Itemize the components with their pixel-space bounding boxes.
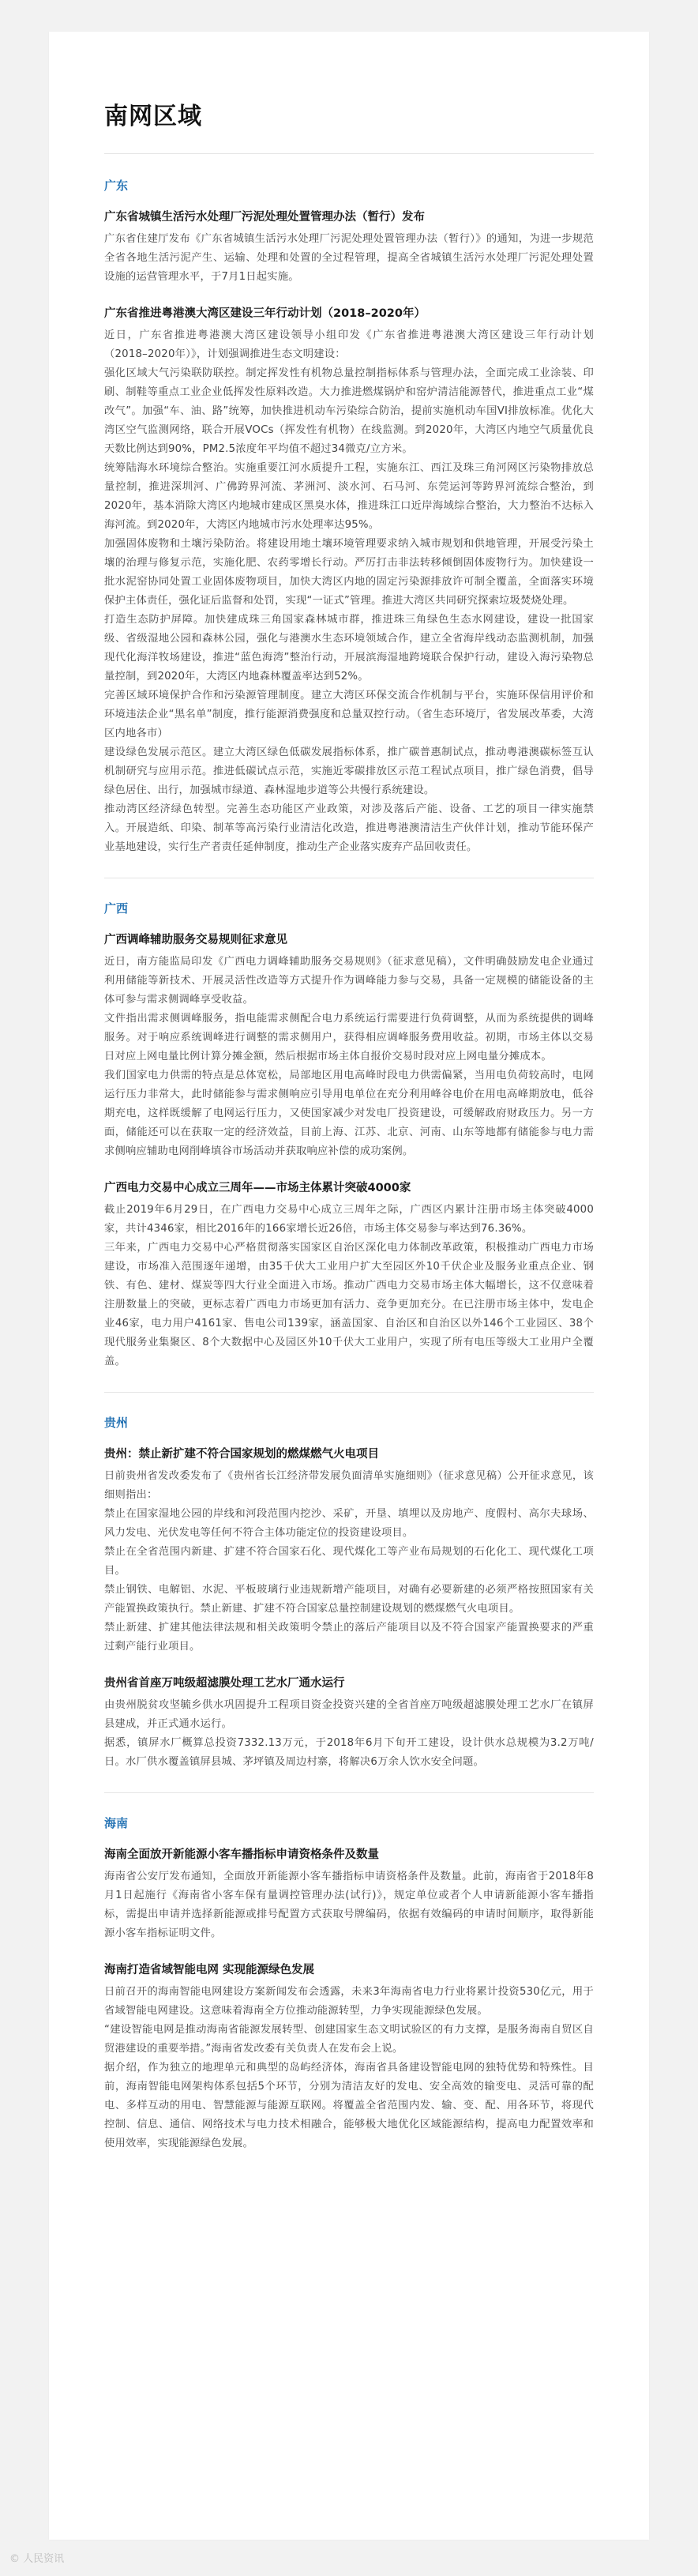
article-paragraph: 加强固体废物和土壤污染防治。将建设用地土壤环境管理要求纳入城市规划和供地管理，开展受污染土壤的治理与修复示范，实施化肥、农药零增长行动。严厉打击非法转移倾倒固体废物行为。加快建设一批水泥窑协同处置工业固体废物项目，加快大湾区内地的固定污染源排放许可制全覆盖，全面落实环境保护主体责任，强化证后监督和处罚，实现“一证式”管理。推进大湾区共同研究探索垃圾焚烧处理。 (104, 538, 594, 607)
region-label: 海南 (104, 1816, 129, 1830)
article-paragraph: 据介绍，作为独立的地理单元和典型的岛屿经济体，海南省具备建设智能电网的独特优势和特殊性。目前，海南智能电网架构体系包括5个环节，分别为清洁友好的发电、安全高效的输变电、灵活可靠的配电、多样互动的用电、智慧能源与能源互联网。将覆盖全省范围内发、输、变、配、用各环节，将现代控制、信息、通信、网络技术与电力技术相融合，能够极大地优化区域能源结构，提高电力配置效率和使用效率，实现能源绿色发展。 (104, 2062, 594, 2149)
article-title: 海南全面放开新能源小客车播指标申请资格条件及数量 (104, 1848, 379, 1861)
article-paragraph: 禁止钢铁、电解铝、水泥、平板玻璃行业违规新增产能项目，对确有必要新建的必须严格按照国家有关产能置换政策执行。禁止新建、扩建不符合国家总量控制建设规划的燃煤燃气火电项目。 (104, 1584, 594, 1615)
article-paragraph: 建设绿色发展示范区。建立大湾区绿色低碳发展指标体系，推广碳普惠制试点，推动粤港澳碳标签互认机制研究与应用示范。推进低碳试点示范，实施近零碳排放区示范工程试点项目，推广绿色消费，倡导绿色居住、出行，加强城市绿道、森林湿地步道等公共慢行系统建设。 (104, 746, 594, 796)
article (104, 1845, 594, 1943)
region-section (104, 176, 594, 857)
article-paragraph: 近日，南方能监局印发《广西电力调峰辅助服务交易规则》（征求意见稿），文件明确鼓励发电企业通过利用储能等新技术、开展灵活性改造等方式提升作为调峰能力参与交易，具备一定规模的储能设备的主体可参与需求侧调峰享受收益。 (104, 956, 594, 1006)
article-title: 广东省城镇生活污水处理厂污泥处理处置管理办法（暂行）发布 (104, 211, 425, 224)
article-paragraph: 强化区域大气污染联防联控。制定挥发性有机物总量控制指标体系与管理办法，全面完成工业涂装、印刷、制鞋等重点工业企业低挥发性原料改造。大力推进燃煤锅炉和窑炉清洁能源替代，推进重点工业“煤改气”。加强“车、油、路”统筹，加快推进机动车污染综合防治，提前实施机动车国VI排放标准。优化大湾区空气监测网络，联合开展VOCs（挥发性有机物）在线监测。到2020年，大湾区内地空气质量优良天数比例达到90%，PM2.5浓度年平均值不超过34微克/立方米。 (104, 367, 594, 455)
article-paragraph: 由贵州脱贫攻坚毓乡供水巩固提升工程项目资金投资兴建的全省首座万吨级超滤膜处理工艺水厂在镇屏县建成，并正式通水运行。 (104, 1699, 594, 1730)
article-title: 广西电力交易中心成立三周年——市场主体累计突破4000家 (104, 1182, 411, 1194)
article-paragraph: 文件指出需求侧调峰服务，指电能需求侧配合电力系统运行需要进行负荷调整，从而为系统提供的调峰服务。对于响应系统调峰进行调整的需求侧用户，获得相应调峰服务费用收益。初期，市场主体以交易日对应上网电量比例计算分摊金额，然后根据市场主体自报价交易时段对应上网电量分摊成本。 (104, 1013, 594, 1062)
article-paragraph: 据悉，镇屏水厂概算总投资7332.13万元，于2018年6月下旬开工建设，设计供水总规模为3.2万吨/日。水厂供水覆盖镇屏县城、茅坪镇及周边村寨，将解决6万余人饮水安全问题。 (104, 1737, 594, 1768)
article-title: 海南打造省域智能电网 实现能源绿色发展 (104, 1964, 315, 1976)
article-title: 贵州省首座万吨级超滤膜处理工艺水厂通水运行 (104, 1677, 345, 1690)
region-section (104, 899, 594, 1371)
page-title: 南网区域 (104, 103, 202, 130)
article (104, 1179, 594, 1371)
regions-container (104, 176, 594, 2153)
title-divider (104, 153, 594, 154)
article-paragraph: 禁止新建、扩建其他法律法规和相关政策明令禁止的落后产能项目以及不符合国家产能置换要求的严重过剩产能行业项目。 (104, 1622, 594, 1653)
article-paragraph: 三年来，广西电力交易中心严格贯彻落实国家区自治区深化电力体制改革政策，积极推动广西电力市场建设，市场准入范围逐年递增，由35千伏大工业用户扩大至园区外10千伏企业及服务业重点企业、钢铁、有色、建材、煤炭等四大行业全面进入市场。推动广西电力交易市场主体大幅增长，这不仅意味着注册数量上的突破，更标志着广西电力市场更加有活力、竞争更加充分。在已注册市场主体中，发电企业46家，电力用户4161家、售电公司139家，涵盖国家、自治区和自治区以外146个工业园区、38个现代服务业集聚区、8个大数据中心及园区外10千伏大工业用户，实现了所有电压等级大工业用户全覆盖。 (104, 1242, 594, 1367)
article-paragraph: 统筹陆海水环境综合整治。实施重要江河水质提升工程，实施东江、西江及珠三角河网区污染物排放总量控制，推进深圳河、广佛跨界河流、茅洲河、淡水河、石马河、东莞运河等跨界河流综合整治，到2020年，基本消除大湾区内地城市建成区黑臭水体，推进珠江口近岸海域综合整治，大力整治不达标入海河流。到2020年，大湾区内地城市污水处理率达95%。 (104, 462, 594, 531)
region-section (104, 1814, 594, 2153)
article (104, 304, 594, 857)
article-paragraph: 日前贵州省发改委发布了《贵州省长江经济带发展负面清单实施细则》（征求意见稿）公开征求意见，该细则指出： (104, 1470, 594, 1501)
region-divider (104, 1792, 594, 1793)
article-paragraph: 完善区域环境保护合作和污染源管理制度。建立大湾区环保交流合作机制与平台，实施环保信用评价和环境违法企业“黑名单”制度，推行能源消费强度和总量双控行动。（省生态环境厅，省发展改革委，大湾区内地各市） (104, 690, 594, 739)
watermark: © 人民资讯 (9, 2553, 65, 2565)
article (104, 1674, 594, 1772)
article-paragraph: 广东省住建厅发布《广东省城镇生活污水处理厂污泥处理处置管理办法（暂行）》的通知，为进一步规范全省各地生活污泥产生、运输、处理和处置的全过程管理，提高全省城镇生活污水处理厂污泥处理处置设施的运营管理水平，于7月1日起实施。 (104, 233, 594, 283)
article-paragraph: 打造生态防护屏障。加快建成珠三角国家森林城市群，推进珠三角绿色生态水网建设，建设一批国家级、省级湿地公园和森林公园，强化与港澳水生态环境领域合作，建立全省海岸线动态监测机制，加强现代化海洋牧场建设，推进“蓝色海湾”整治行动，开展滨海湿地跨境联合保护行动，建设入海污染物总量控制，到2020年，大湾区内地森林覆盖率达到52%。 (104, 614, 594, 683)
article-paragraph: 禁止在全省范围内新建、扩建不符合国家石化、现代煤化工等产业布局规划的石化化工、现代煤化工项目。 (104, 1546, 594, 1577)
region-label: 广西 (104, 901, 129, 916)
article-paragraph: 海南省公安厅发布通知，全面放开新能源小客车播指标申请资格条件及数量。此前，海南省于2018年8月1日起施行《海南省小客车保有量调控管理办法(试行)》，规定单位或者个人申请新能源小客车播指标，需提出申请并选择新能源或排号配置方式获取号牌编码，依据有效编码的申请时间顺序，取得新能源小客车指标证明文件。 (104, 1871, 594, 1939)
region-divider (104, 1392, 594, 1393)
region-section (104, 1413, 594, 1772)
article-title: 广西调峰辅助服务交易规则征求意见 (104, 934, 287, 946)
article-paragraph: 近日，广东省推进粤港澳大湾区建设领导小组印发《广东省推进粤港澳大湾区建设三年行动计划（2018–2020年）》，计划强调推进生态文明建设： (104, 329, 594, 360)
region-label: 广东 (104, 179, 129, 193)
content-card (49, 32, 649, 2540)
article-title: 广东省推进粤港澳大湾区建设三年行动计划（2018–2020年） (104, 307, 426, 320)
article (104, 208, 594, 287)
article-paragraph: 禁止在国家湿地公园的岸线和河段范围内挖沙、采矿，开垦、填埋以及房地产、度假村、高尔夫球场、风力发电、光伏发电等任何不符合主体功能定位的投资建设项目。 (104, 1508, 594, 1539)
article-paragraph: 我们国家电力供需的特点是总体宽松，局部地区用电高峰时段电力供需偏紧，当用电负荷较高时，电网运行压力非常大，此时储能参与需求侧响应引导用电单位在充分利用峰谷电价在用电高峰期放电，低谷期充电，这样既缓解了电网运行压力，又使国家减少对发电厂投资建设，可缓解政府财政压力。另一方面，储能还可以在获取一定的经济效益，目前上海、江苏、北京、河南、山东等地都有储能参与电力需求侧响应辅助电网削峰填谷市场活动并获取响应补偿的成功案例。 (104, 1070, 594, 1157)
article-paragraph: 截止2019年6月29日，在广西电力交易中心成立三周年之际，广西区内累计注册市场主体突破4000家，共计4346家，相比2016年的166家增长近26倍，市场主体交易参与率达到76.36%。 (104, 1204, 594, 1235)
article-title: 贵州：禁止新扩建不符合国家规划的燃煤燃气火电项目 (104, 1448, 379, 1461)
article-paragraph: 推动湾区经济绿色转型。完善生态功能区产业政策，对涉及落后产能、设备、工艺的项目一律实施禁入。开展造纸、印染、制革等高污染行业清洁化改造，推进粤港澳清洁生产伙伴计划，推动节能环保产业基地建设，实行生产者责任延伸制度，推动生产企业落实废弃产品回收责任。 (104, 803, 594, 853)
article-paragraph: 日前召开的海南智能电网建设方案新闻发布会透露，未来3年海南省电力行业将累计投资530亿元，用于省域智能电网建设。这意味着海南全方位推动能源转型，力争实现能源绿色发展。 (104, 1986, 594, 2017)
article-paragraph: “建设智能电网是推动海南省能源发展转型、创建国家生态文明试验区的有力支撑，是服务海南自贸区自贸港建设的重要举措。”海南省发改委有关负责人在发布会上说。 (104, 2024, 594, 2055)
article (104, 1445, 594, 1657)
article (104, 1961, 594, 2153)
region-label: 贵州 (104, 1416, 129, 1430)
article (104, 931, 594, 1161)
